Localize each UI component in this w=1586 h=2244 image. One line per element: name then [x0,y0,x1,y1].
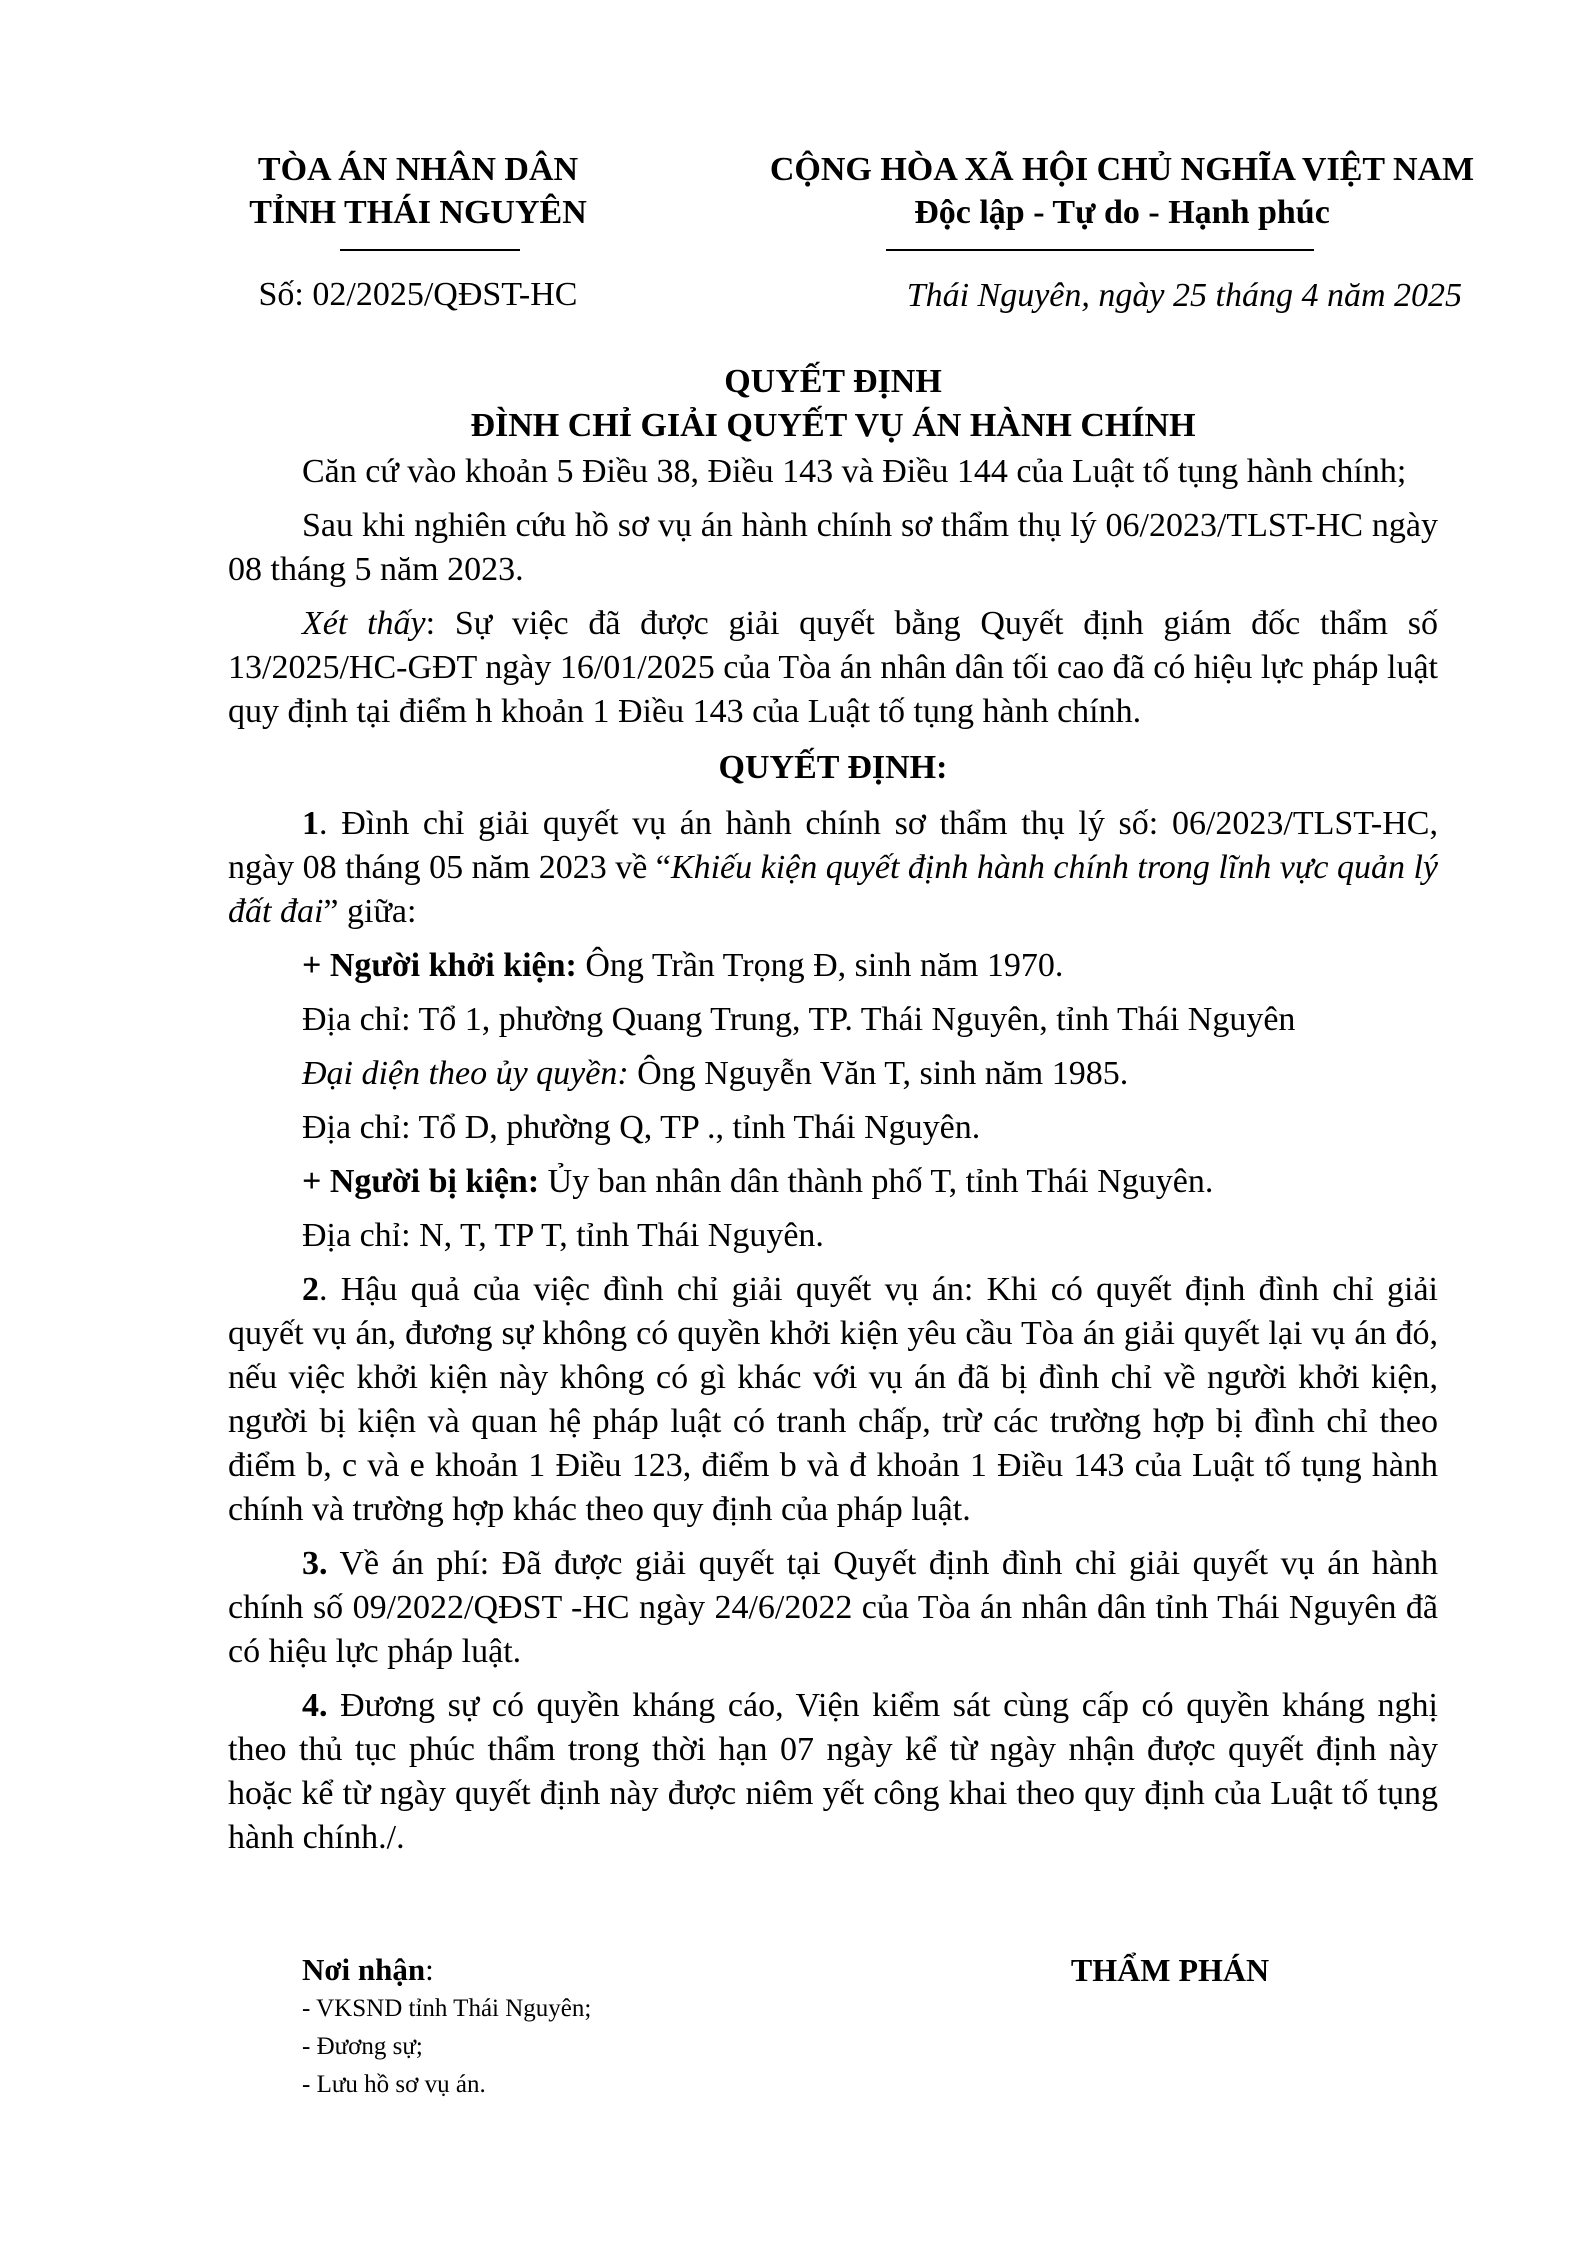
document-body [228,450,1438,1870]
decision-heading: QUYẾT ĐỊNH: [718,749,948,786]
recipients-block [302,1950,902,2104]
recipients-colon: : [425,1952,434,1987]
court-name-line2: TỈNH THÁI NGUYÊN [249,194,587,231]
considering-text: : Sự việc đã được giải quyết bằng Quyết định giám đốc thẩm số 13/2025/HC-GĐT ngày 16/01/2025 của Tòa án nhân dân tối cao đã có hiệu lực pháp luật quy định tại điểm h khoản 1 Điều 143 của Luật tố tụng hành chính. [228,605,1438,730]
item1-number: 1 [302,805,319,842]
representative-line [228,1052,1438,1096]
national-motto-underline [886,249,1314,251]
item2-text: . Hậu quả của việc đình chỉ giải quyết vụ án: Khi có quyết định đình chỉ giải quyết vụ án, đương sự không có quyền khởi kiện yêu cầu Tòa án giải quyết lại vụ án đó, nếu việc khởi kiện này không có gì khác với vụ án đã bị đình chỉ về người khởi kiện, người bị kiện và quan hệ pháp luật có tranh chấp, trừ các trường hợp bị đình chỉ theo điểm b, c và e khoản 1 Điều 123, điểm b và đ khoản 1 Điều 143 của Luật tố tụng hành chính và trường hợp khác theo quy định của pháp luật. [228,1271,1438,1528]
item1-paragraph [228,802,1438,934]
representative-label: Đại diện theo ủy quyền: [302,1055,629,1092]
item2-number: 2 [302,1271,319,1308]
judge-signature-title: THẨM PHÁN [1070,1952,1270,1988]
item4-text: Đương sự có quyền kháng cáo, Viện kiểm sát cùng cấp có quyền kháng nghị theo thủ tục phúc thẩm trong thời hạn 07 ngày kể từ ngày nhận được quyết định này hoặc kể từ ngày quyết định này được niêm yết công khai theo quy định của Luật tố tụng hành chính./. [228,1687,1438,1856]
legal-basis-paragraph: Căn cứ vào khoản 5 Điều 38, Điều 143 và Điều 144 của Luật tố tụng hành chính; [302,453,1407,490]
representative-name: Ông Nguyễn Văn T, sinh năm 1985. [628,1055,1129,1092]
title-line1: QUYẾT ĐỊNH [724,363,942,400]
item3-paragraph [228,1542,1438,1674]
item3-number: 3. [302,1545,328,1582]
plaintiff-name: Ông Trần Trọng Đ, sinh năm 1970. [576,947,1064,984]
recipient-item: - Đương sự; [302,2033,423,2060]
defendant-label: + Người bị kiện: [302,1163,540,1200]
item1-text-a: . Đình chỉ giải quyết vụ án hành chính sơ thẩm thụ lý số: 06/2023/TLST-HC, ngày 08 tháng 05 năm 2023 về “ [228,805,1438,886]
court-header-underline [340,249,520,251]
recipient-item: - Lưu hồ sơ vụ án. [302,2071,486,2098]
case-type: Khiếu kiện quyết định hành chính trong lĩnh vực quản lý đất đai [228,849,1438,930]
plaintiff-address: Địa chỉ: Tổ 1, phường Quang Trung, TP. Thái Nguyên, tỉnh Thái Nguyên [302,1001,1296,1038]
study-text: Sau khi nghiên cứu hồ sơ vụ án hành chính sơ thẩm thụ lý 06/2023/TLST-HC ngày 08 tháng 5 năm 2023. [228,507,1438,588]
representative-address: Địa chỉ: Tổ D, phường Q, TP ., tỉnh Thái Nguyên. [302,1109,981,1146]
item3-text: Về án phí: Đã được giải quyết tại Quyết định đình chỉ giải quyết vụ án hành chính số 09/2022/QĐST -HC ngày 24/6/2022 của Tòa án nhân dân tỉnh Thái Nguyên đã có hiệu lực pháp luật. [228,1545,1438,1670]
considering-paragraph [228,602,1438,734]
national-header [742,148,1502,234]
national-title: CỘNG HÒA XÃ HỘI CHỦ NGHĨA VIỆT NAM [769,151,1475,188]
document-title [228,360,1438,448]
court-header [218,148,618,234]
court-name-line1: TÒA ÁN NHÂN DÂN [257,151,579,188]
recipients-label: Nơi nhận [302,1952,426,1987]
item1-text-b: ” giữa: [323,893,417,930]
plaintiff-line [228,944,1438,988]
defendant-line [228,1160,1438,1204]
title-line2: ĐÌNH CHỈ GIẢI QUYẾT VỤ ÁN HÀNH CHÍNH [470,407,1196,444]
item4-number: 4. [302,1687,328,1724]
defendant-name: Ủy ban nhân dân thành phố T, tỉnh Thái Nguyên. [539,1163,1214,1200]
place-date: Thái Nguyên, ngày 25 tháng 4 năm 2025 [906,277,1462,314]
recipient-item: - VKSND tỉnh Thái Nguyên; [302,1995,592,2022]
document-number: Số: 02/2025/QĐST-HC [258,276,578,313]
national-motto: Độc lập - Tự do - Hạnh phúc [914,194,1330,231]
plaintiff-label: + Người khởi kiện: [302,947,577,984]
defendant-address: Địa chỉ: N, T, TP T, tỉnh Thái Nguyên. [302,1217,824,1254]
recipients-heading [302,1950,902,1990]
item2-paragraph [228,1268,1438,1532]
item4-paragraph [228,1684,1438,1860]
study-paragraph [228,504,1438,592]
considering-label: Xét thấy [302,605,426,642]
